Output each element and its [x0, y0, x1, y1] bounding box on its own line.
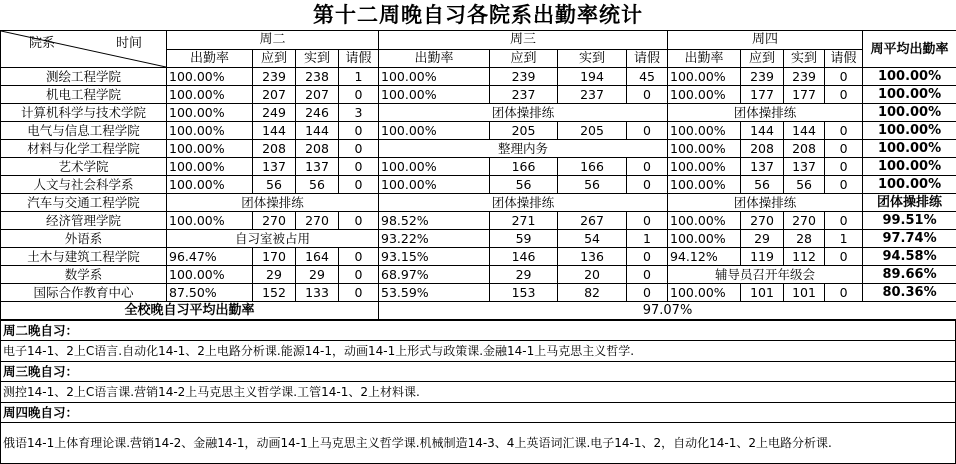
- thu-rate: 100.00%: [668, 212, 741, 230]
- wed-expected: 239: [490, 68, 558, 86]
- thu-expected: 119: [741, 248, 784, 266]
- tue-present: 56: [296, 176, 339, 194]
- thu-expected: 270: [741, 212, 784, 230]
- wed-present: 194: [558, 68, 627, 86]
- wed-leave: 0: [627, 158, 668, 176]
- table-row: [1, 122, 956, 140]
- tue-rate: 100.00%: [167, 122, 253, 140]
- note-heading: 周二晚自习：: [1, 321, 956, 341]
- wed-present: 237: [558, 86, 627, 104]
- week-avg-value: 100.00%: [863, 158, 956, 176]
- wed-rate: 100.00%: [379, 158, 490, 176]
- thu-rate: 100.00%: [668, 230, 741, 248]
- wed-note: 整理内务: [379, 140, 668, 158]
- tue-rate: 100.00%: [167, 158, 253, 176]
- tue-present: 137: [296, 158, 339, 176]
- wed-note: 团体操排练: [379, 104, 668, 122]
- dept-name: 国际合作教育中心: [1, 284, 167, 302]
- tue-expected: 207: [253, 86, 296, 104]
- sub-header-present: 实到: [296, 49, 339, 68]
- table-row: [1, 158, 956, 176]
- corner-cell: [1, 31, 167, 68]
- dept-name: 材料与化学工程学院: [1, 140, 167, 158]
- dept-name: 机电工程学院: [1, 86, 167, 104]
- thu-rate: 100.00%: [668, 68, 741, 86]
- tue-expected: 239: [253, 68, 296, 86]
- thu-rate: 94.12%: [668, 248, 741, 266]
- wed-rate: 100.00%: [379, 122, 490, 140]
- tue-rate: 100.00%: [167, 104, 253, 122]
- tue-present: 29: [296, 266, 339, 284]
- sub-header-rate: 出勤率: [379, 49, 490, 68]
- thu-leave: 0: [825, 212, 863, 230]
- wed-leave: 0: [627, 212, 668, 230]
- wed-expected: 146: [490, 248, 558, 266]
- sub-header-leave: 请假: [825, 49, 863, 68]
- wed-note: 团体操排练: [379, 194, 668, 212]
- note-heading-row: [1, 362, 956, 382]
- tue-present: 164: [296, 248, 339, 266]
- day-header-thu: 周四: [668, 31, 863, 50]
- note-heading-row: [1, 403, 956, 423]
- dept-name: 数学系: [1, 266, 167, 284]
- week-avg-value: 100.00%: [863, 176, 956, 194]
- tue-expected: 152: [253, 284, 296, 302]
- thu-rate: 100.00%: [668, 284, 741, 302]
- note-body-row: [1, 423, 956, 464]
- tue-leave: 0: [339, 122, 379, 140]
- tue-present: 207: [296, 86, 339, 104]
- sub-header-rate: 出勤率: [668, 49, 741, 68]
- thu-note: 团体操排练: [668, 194, 863, 212]
- wed-rate: 93.22%: [379, 230, 490, 248]
- note-body: 俄语14-1上体育理论课.营销14-2、金融14-1，动画14-1上马克思主义哲学课.机械制造14-3、4上英语词汇课.电子14-1、2，自动化14-1、2上电路分析课.: [1, 423, 956, 464]
- thu-rate: 100.00%: [668, 176, 741, 194]
- thu-leave: 1: [825, 230, 863, 248]
- thu-leave: 0: [825, 140, 863, 158]
- table-row: [1, 86, 956, 104]
- table-row: [1, 104, 956, 122]
- week-avg-value: 80.36%: [863, 284, 956, 302]
- week-avg-value: 100.00%: [863, 104, 956, 122]
- corner-dept-label: 院系: [29, 35, 55, 52]
- table-row: [1, 284, 956, 302]
- sub-header-expected: 应到: [741, 49, 784, 68]
- thu-expected: 29: [741, 230, 784, 248]
- tue-leave: 0: [339, 284, 379, 302]
- thu-leave: 0: [825, 248, 863, 266]
- wed-rate: 100.00%: [379, 86, 490, 104]
- wed-present: 54: [558, 230, 627, 248]
- tue-leave: 0: [339, 140, 379, 158]
- tue-rate: 100.00%: [167, 68, 253, 86]
- tue-expected: 137: [253, 158, 296, 176]
- week-avg-value: 团体操排练: [863, 194, 956, 212]
- sub-header-present: 实到: [784, 49, 825, 68]
- dept-name: 计算机科学与技术学院: [1, 104, 167, 122]
- thu-present: 144: [784, 122, 825, 140]
- thu-leave: 0: [825, 122, 863, 140]
- tue-leave: 3: [339, 104, 379, 122]
- wed-expected: 237: [490, 86, 558, 104]
- wed-rate: 100.00%: [379, 68, 490, 86]
- week-avg-value: 99.51%: [863, 212, 956, 230]
- tue-expected: 170: [253, 248, 296, 266]
- dept-name: 经济管理学院: [1, 212, 167, 230]
- sub-header-leave: 请假: [339, 49, 379, 68]
- wed-leave: 1: [627, 230, 668, 248]
- table-row: [1, 212, 956, 230]
- table-row: [1, 248, 956, 266]
- thu-leave: 0: [825, 158, 863, 176]
- note-heading-row: [1, 321, 956, 341]
- table-row: [1, 68, 956, 86]
- thu-present: 177: [784, 86, 825, 104]
- thu-rate: 100.00%: [668, 86, 741, 104]
- sub-header-present: 实到: [558, 49, 627, 68]
- tue-rate: 87.50%: [167, 284, 253, 302]
- total-value: 97.07%: [379, 302, 956, 320]
- note-body: 测控14-1、2上C语言课.营销14-2上马克思主义哲学课.工管14-1、2上材料课.: [1, 382, 956, 403]
- thu-present: 270: [784, 212, 825, 230]
- note-heading: 周四晚自习：: [1, 403, 956, 423]
- tue-present: 238: [296, 68, 339, 86]
- wed-leave: 0: [627, 86, 668, 104]
- wed-expected: 205: [490, 122, 558, 140]
- table-row: [1, 230, 956, 248]
- thu-leave: 0: [825, 284, 863, 302]
- tue-rate: 100.00%: [167, 212, 253, 230]
- thu-leave: 0: [825, 68, 863, 86]
- sub-header-expected: 应到: [253, 49, 296, 68]
- page-title: 第十二周晚自习各院系出勤率统计: [0, 0, 956, 30]
- dept-name: 外语系: [1, 230, 167, 248]
- wed-rate: 98.52%: [379, 212, 490, 230]
- wed-present: 82: [558, 284, 627, 302]
- week-avg-value: 100.00%: [863, 86, 956, 104]
- tue-leave: 0: [339, 212, 379, 230]
- table-row: [1, 194, 956, 212]
- attendance-table: [0, 30, 956, 320]
- week-avg-value: 89.66%: [863, 266, 956, 284]
- thu-present: 28: [784, 230, 825, 248]
- tue-note: 自习室被占用: [167, 230, 379, 248]
- wed-present: 20: [558, 266, 627, 284]
- wed-present: 267: [558, 212, 627, 230]
- tue-present: 208: [296, 140, 339, 158]
- tue-expected: 29: [253, 266, 296, 284]
- wed-rate: 68.97%: [379, 266, 490, 284]
- tue-leave: 1: [339, 68, 379, 86]
- tue-expected: 144: [253, 122, 296, 140]
- dept-name: 艺术学院: [1, 158, 167, 176]
- tue-leave: 0: [339, 248, 379, 266]
- table-row: [1, 176, 956, 194]
- week-avg-value: 100.00%: [863, 140, 956, 158]
- wed-rate: 53.59%: [379, 284, 490, 302]
- thu-rate: 100.00%: [668, 158, 741, 176]
- week-avg-value: 100.00%: [863, 68, 956, 86]
- tue-present: 246: [296, 104, 339, 122]
- tue-leave: 0: [339, 266, 379, 284]
- thu-expected: 177: [741, 86, 784, 104]
- thu-present: 56: [784, 176, 825, 194]
- tue-expected: 249: [253, 104, 296, 122]
- thu-expected: 101: [741, 284, 784, 302]
- wed-expected: 166: [490, 158, 558, 176]
- total-row: [1, 302, 956, 320]
- week-avg-value: 100.00%: [863, 122, 956, 140]
- header-row-days: [1, 31, 956, 50]
- tue-present: 270: [296, 212, 339, 230]
- thu-present: 112: [784, 248, 825, 266]
- dept-name: 汽车与交通工程学院: [1, 194, 167, 212]
- thu-leave: 0: [825, 86, 863, 104]
- wed-rate: 100.00%: [379, 176, 490, 194]
- thu-expected: 239: [741, 68, 784, 86]
- wed-expected: 29: [490, 266, 558, 284]
- tue-leave: 0: [339, 176, 379, 194]
- thu-expected: 208: [741, 140, 784, 158]
- note-heading: 周三晚自习：: [1, 362, 956, 382]
- note-body: 电子14-1、2上C语言.自动化14-1、2上电路分析课.能源14-1，动画14-1上形式与政策课.金融14-1上马克思主义哲学.: [1, 341, 956, 362]
- day-header-tue: 周二: [167, 31, 379, 50]
- thu-present: 239: [784, 68, 825, 86]
- wed-present: 166: [558, 158, 627, 176]
- week-avg-value: 94.58%: [863, 248, 956, 266]
- tue-present: 133: [296, 284, 339, 302]
- day-header-wed: 周三: [379, 31, 668, 50]
- thu-rate: 100.00%: [668, 122, 741, 140]
- wed-leave: 0: [627, 248, 668, 266]
- note-body-row: [1, 382, 956, 403]
- thu-leave: 0: [825, 176, 863, 194]
- tue-leave: 0: [339, 86, 379, 104]
- table-row: [1, 140, 956, 158]
- note-body-row: [1, 341, 956, 362]
- sub-header-leave: 请假: [627, 49, 668, 68]
- thu-note: 团体操排练: [668, 104, 863, 122]
- thu-present: 137: [784, 158, 825, 176]
- tue-expected: 270: [253, 212, 296, 230]
- wed-expected: 56: [490, 176, 558, 194]
- wed-present: 205: [558, 122, 627, 140]
- thu-expected: 144: [741, 122, 784, 140]
- tue-present: 144: [296, 122, 339, 140]
- thu-expected: 137: [741, 158, 784, 176]
- thu-present: 101: [784, 284, 825, 302]
- sub-header-rate: 出勤率: [167, 49, 253, 68]
- wed-leave: 0: [627, 122, 668, 140]
- wed-leave: 0: [627, 176, 668, 194]
- tue-rate: 100.00%: [167, 176, 253, 194]
- thu-expected: 56: [741, 176, 784, 194]
- wed-expected: 153: [490, 284, 558, 302]
- total-label: 全校晚自习平均出勤率: [1, 302, 379, 320]
- tue-expected: 208: [253, 140, 296, 158]
- wed-leave: 0: [627, 284, 668, 302]
- tue-rate: 96.47%: [167, 248, 253, 266]
- dept-name: 土木与建筑工程学院: [1, 248, 167, 266]
- tue-rate: 100.00%: [167, 140, 253, 158]
- table-row: [1, 266, 956, 284]
- tue-expected: 56: [253, 176, 296, 194]
- tue-rate: 100.00%: [167, 86, 253, 104]
- dept-name: 人文与社会科学系: [1, 176, 167, 194]
- dept-name: 测绘工程学院: [1, 68, 167, 86]
- wed-expected: 59: [490, 230, 558, 248]
- week-avg-value: 97.74%: [863, 230, 956, 248]
- corner-time-label: 时间: [116, 35, 142, 52]
- sub-header-expected: 应到: [490, 49, 558, 68]
- tue-note: 团体操排练: [167, 194, 379, 212]
- wed-rate: 93.15%: [379, 248, 490, 266]
- thu-note: 辅导员召开年级会: [668, 266, 863, 284]
- thu-present: 208: [784, 140, 825, 158]
- wed-leave: 45: [627, 68, 668, 86]
- notes-table: [0, 320, 956, 464]
- wed-leave: 0: [627, 266, 668, 284]
- wed-present: 136: [558, 248, 627, 266]
- tue-leave: 0: [339, 158, 379, 176]
- wed-present: 56: [558, 176, 627, 194]
- wed-expected: 271: [490, 212, 558, 230]
- tue-rate: 100.00%: [167, 266, 253, 284]
- thu-rate: 100.00%: [668, 140, 741, 158]
- week-avg-header: 周平均出勤率: [863, 31, 956, 68]
- dept-name: 电气与信息工程学院: [1, 122, 167, 140]
